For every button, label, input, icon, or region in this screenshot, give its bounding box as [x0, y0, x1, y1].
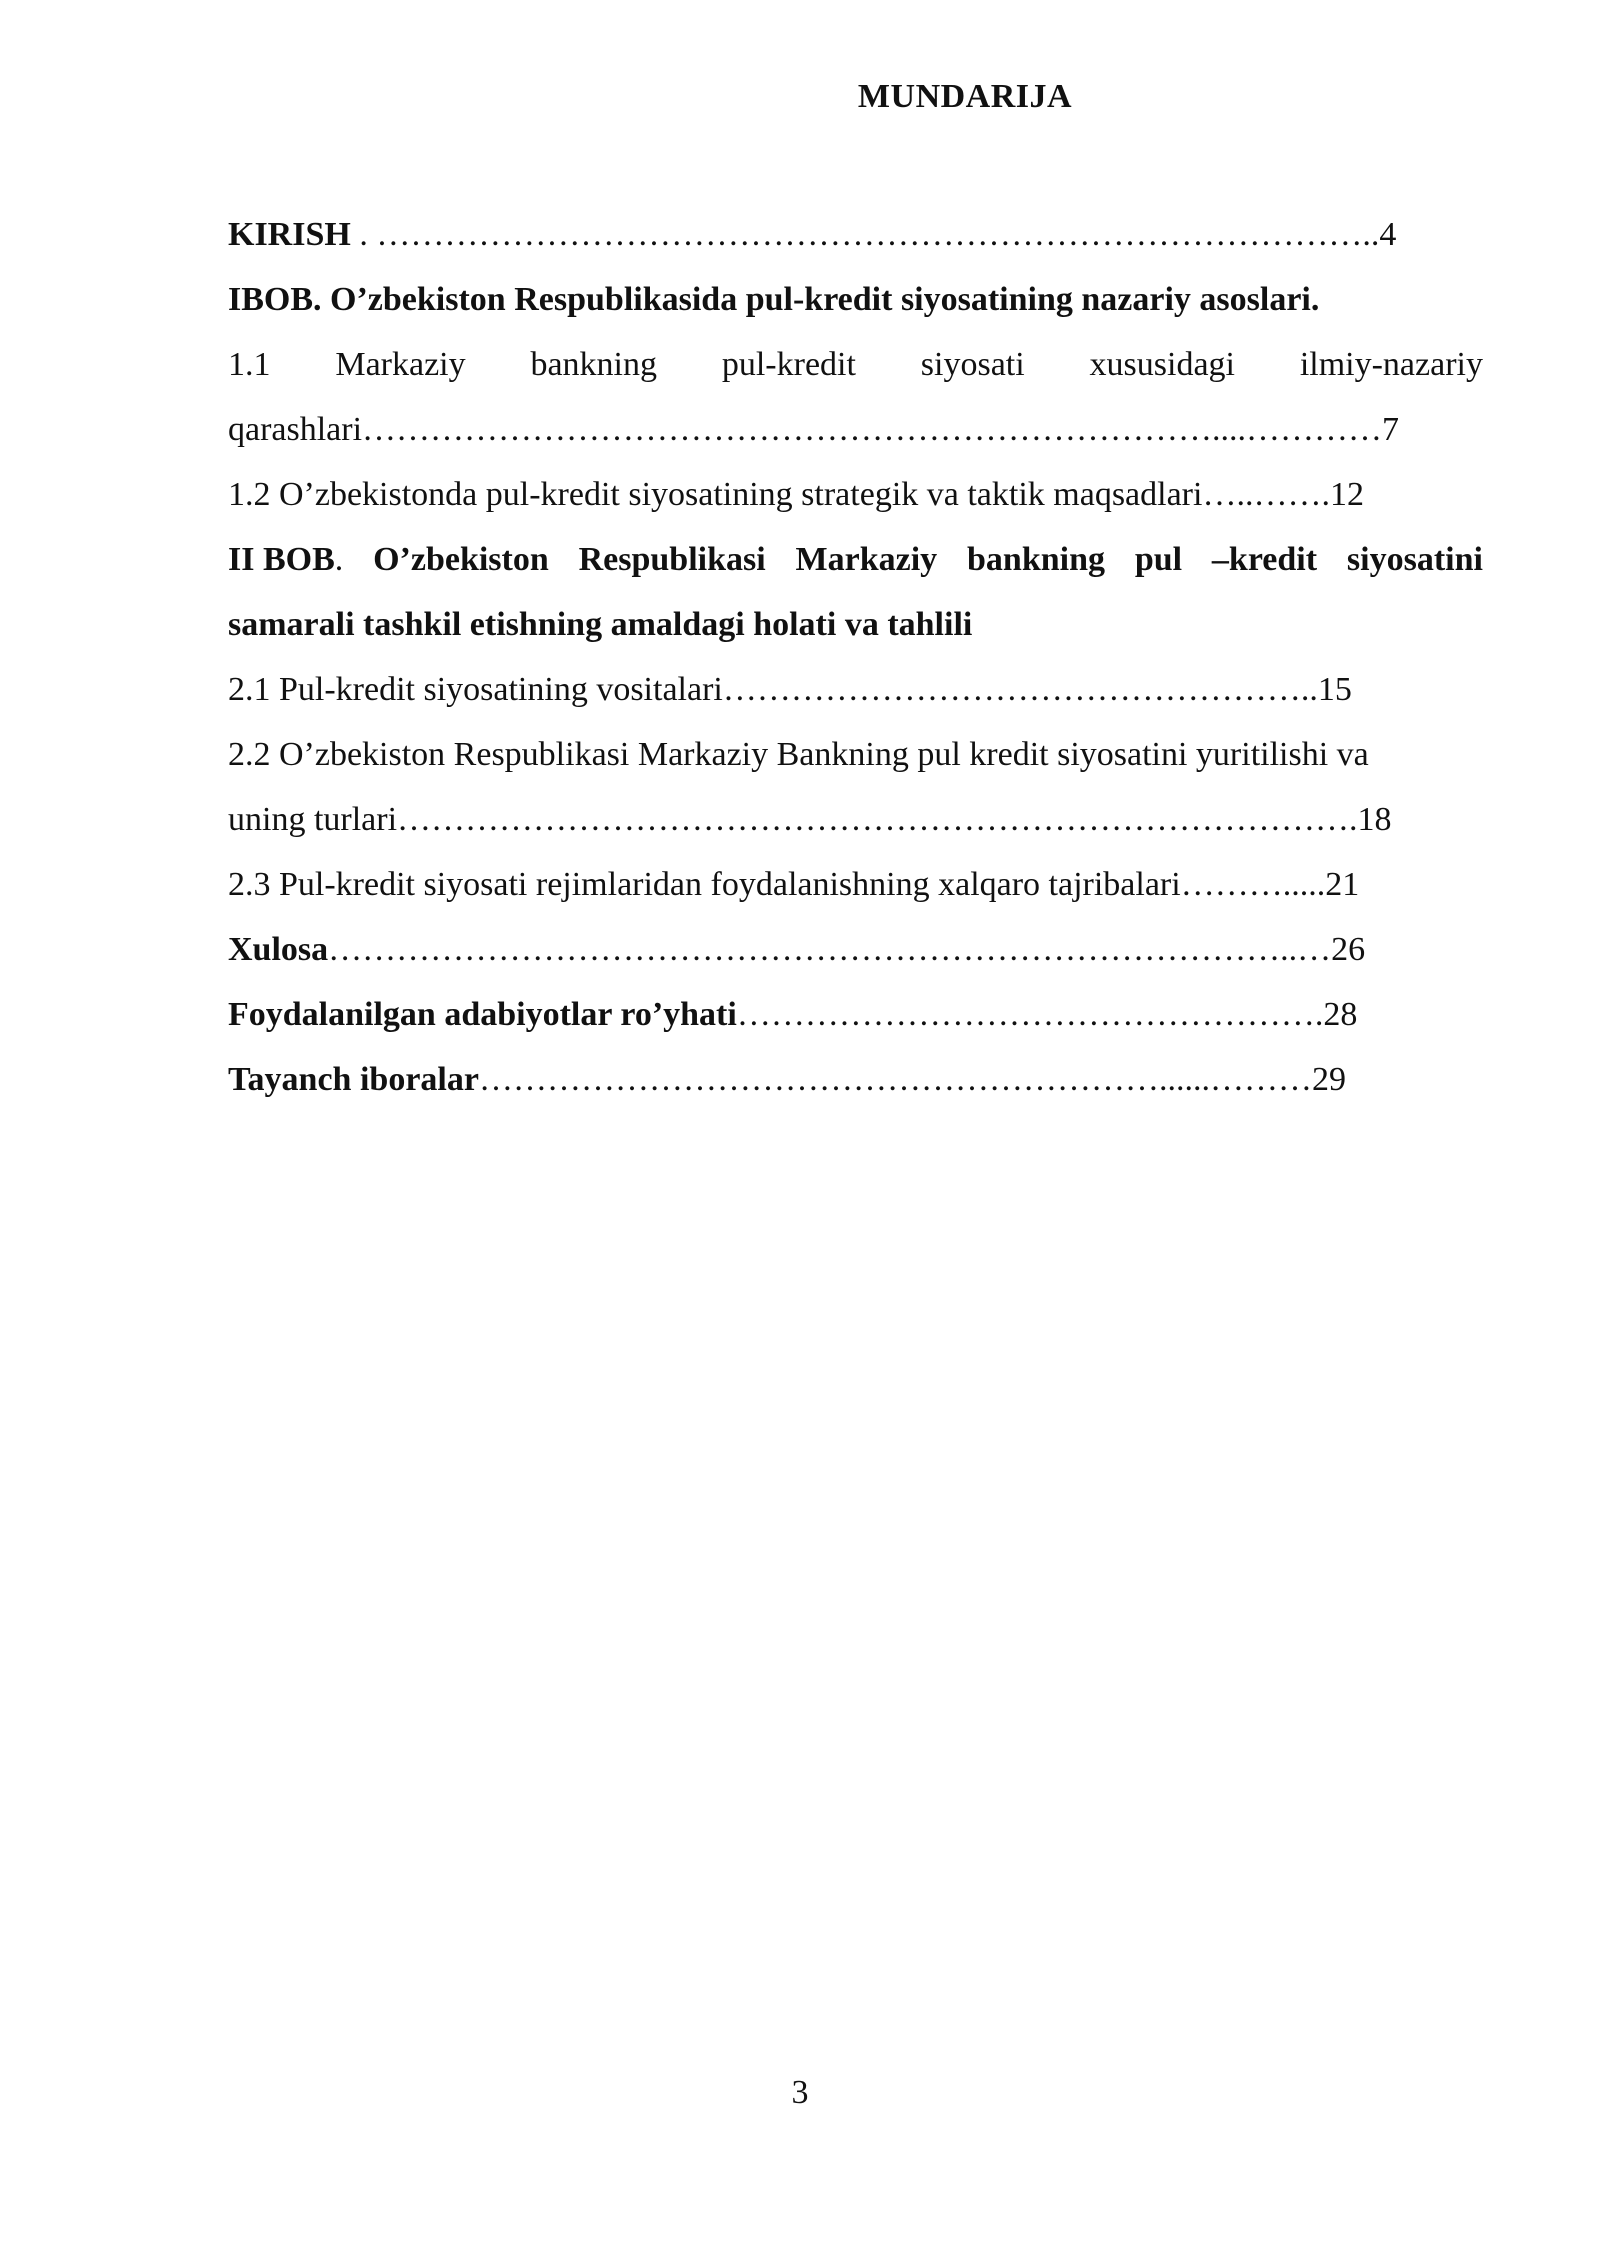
toc-word: O’zbekiston	[373, 541, 549, 578]
toc-word: siyosatini	[1346, 541, 1483, 578]
toc-entry-chapter-1: IBOB. O’zbekiston Respublikasida pul-kredit siyosatining nazariy asoslari.	[228, 281, 1320, 318]
toc-entry-2-1: 2.1 Pul-kredit siyosatining vositalari……………………………………………..15	[228, 671, 1352, 708]
toc-word	[228, 527, 343, 592]
chapter-2-dot: .	[334, 541, 344, 578]
page-number: 3	[791, 2074, 809, 2111]
chapter-2-prefix: II BOB	[228, 541, 335, 578]
toc-word: pul	[1134, 541, 1183, 578]
toc-word: xususidagi	[1089, 346, 1235, 383]
table-of-contents	[228, 202, 1483, 1112]
toc-entry-chapter-2-continued: samarali tashkil etishning amaldagi holati va tahlili	[228, 606, 973, 643]
toc-word: –kredit	[1211, 541, 1318, 578]
toc-entry-xulosa	[228, 917, 1483, 982]
toc-entry-leader: …………………………………………………………………………..…26	[328, 931, 1366, 968]
toc-entry-references	[228, 982, 1483, 1047]
toc-entry-1-2: 1.2 O’zbekistonda pul-kredit siyosatining strategik va taktik maqsadlari…..…….12	[228, 476, 1364, 513]
toc-entry-kirish	[228, 202, 1483, 267]
toc-word: Markaziy	[795, 541, 938, 578]
toc-entry-leader: . ……………………………………………………………………………..4	[350, 216, 1397, 253]
toc-entry-label: Tayanch iboralar	[228, 1061, 479, 1098]
toc-word: pul-kredit	[721, 346, 856, 383]
toc-entry-2-2: 2.2 O’zbekiston Respublikasi Markaziy Bankning pul kredit siyosatini yuritilishi va	[228, 736, 1369, 773]
toc-entry-2-3: 2.3 Pul-kredit siyosati rejimlaridan foydalanishning xalqaro tajribalari……….....21	[228, 866, 1360, 903]
toc-word: ilmiy-nazariy	[1299, 346, 1483, 383]
toc-word: siyosati	[920, 346, 1025, 383]
toc-entry-label: Foydalanilgan adabiyotlar ro’yhati	[228, 996, 737, 1033]
toc-entry-1-1	[228, 332, 1483, 397]
toc-entry-2-2-continued: uning turlari………………………………………………………………………….18	[228, 801, 1392, 838]
toc-entry-leader: ……………………………………………………......………29	[478, 1061, 1346, 1098]
toc-entry-chapter-2	[228, 527, 1483, 592]
toc-entry-label: Xulosa	[228, 931, 329, 968]
toc-entry-leader: …………………………………………….28	[736, 996, 1358, 1033]
toc-entry-1-1-continued: qarashlari…………………………………………………………………....…………7	[228, 411, 1400, 448]
page-title: MUNDARIJA	[857, 78, 1073, 115]
toc-word: 1.1	[228, 346, 271, 383]
toc-word: Respublikasi	[578, 541, 766, 578]
toc-entry-label: KIRISH	[228, 216, 351, 253]
toc-entry-keywords	[228, 1047, 1483, 1112]
toc-word: Markaziy	[335, 346, 466, 383]
toc-word: bankning	[530, 346, 658, 383]
toc-word: bankning	[967, 541, 1105, 578]
